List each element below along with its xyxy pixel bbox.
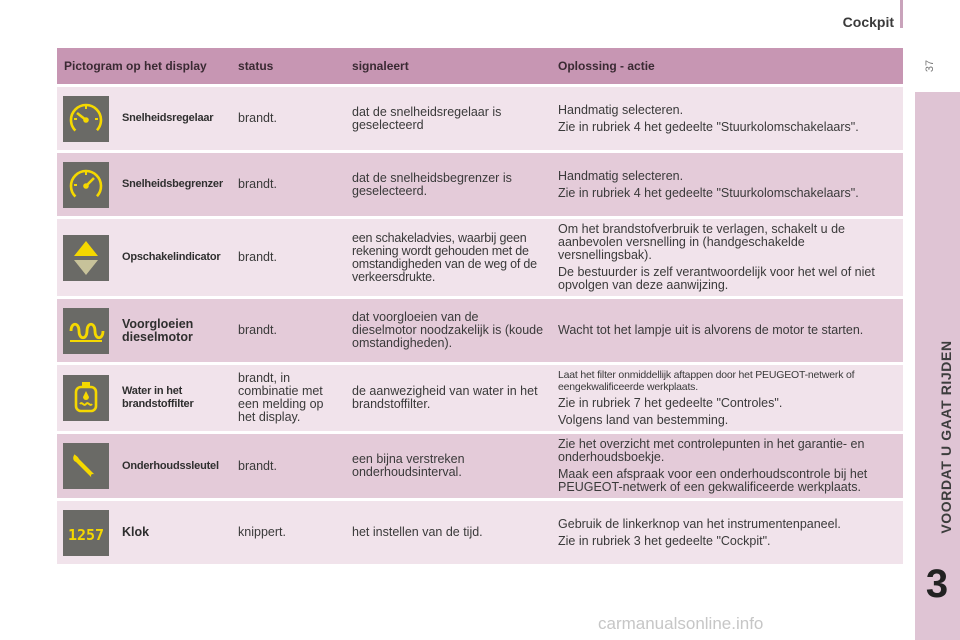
lamp-name: Water in het brandstoffilter xyxy=(115,365,231,431)
lamp-signal: dat de snelheidsbegrenzer is geselecteerd. xyxy=(345,153,551,216)
action-paragraph: Zie in rubriek 7 het gedeelte "Controles". xyxy=(558,396,783,410)
lamp-action xyxy=(551,153,903,216)
table-row xyxy=(57,434,903,498)
action-paragraph: Handmatig selecteren. xyxy=(558,168,684,183)
table-header-row xyxy=(57,48,903,84)
lamp-action xyxy=(551,365,903,431)
lamp-name: Opschakelindicator xyxy=(115,219,231,296)
action-paragraph: Zie in rubriek 4 het gedeelte "Stuurkolomschakelaars". xyxy=(558,185,859,200)
table-row xyxy=(57,299,903,362)
icon-cell xyxy=(57,365,115,431)
icon-cell xyxy=(57,434,115,498)
lamp-name: Klok xyxy=(115,501,231,564)
lamp-action xyxy=(551,434,903,498)
lamp-signal: het instellen van de tijd. xyxy=(345,501,551,564)
action-paragraph: Zie in rubriek 3 het gedeelte "Cockpit". xyxy=(558,533,771,548)
lamp-status: brandt. xyxy=(231,219,345,296)
speedometer-icon xyxy=(63,96,109,142)
header-action: Oplossing - actie xyxy=(551,48,903,84)
icon-cell xyxy=(57,87,115,150)
header-status: status xyxy=(231,48,345,84)
page-number: 37 xyxy=(924,59,936,73)
header-pictogram: Pictogram op het display xyxy=(57,48,231,84)
lamp-status: brandt. xyxy=(231,299,345,362)
icon-cell xyxy=(57,219,115,296)
lamp-name: Onderhoudssleutel xyxy=(115,434,231,498)
header-signal: signaleert xyxy=(345,48,551,84)
action-paragraph: Maak een afspraak voor een onderhoudscontrole bij het PEUGEOT-netwerk of een gekwalificeerde werkplaats. xyxy=(558,467,868,494)
clock-digits: 1257 xyxy=(67,525,105,544)
chapter-number: 3 xyxy=(925,562,949,606)
table-row xyxy=(57,365,903,431)
glow-plug-icon xyxy=(63,308,109,354)
lamp-status: brandt. xyxy=(231,434,345,498)
action-paragraph: De bestuurder is zelf verantwoordelijk voor het wel of niet opvolgen van deze aanwijzing. xyxy=(558,265,875,292)
action-paragraph: Zie in rubriek 4 het gedeelte "Stuurkolomschakelaars". xyxy=(558,119,859,134)
lamp-name: Snelheidsbegrenzer xyxy=(115,153,231,216)
icon-cell xyxy=(57,299,115,362)
lamp-signal: dat de snelheidsregelaar is geselecteerd xyxy=(345,87,551,150)
table-row xyxy=(57,501,903,564)
lamp-status: brandt. xyxy=(231,153,345,216)
wrench-icon xyxy=(63,443,109,489)
gear-shift-arrows-icon xyxy=(63,235,109,281)
action-paragraph: Wacht tot het lampje uit is alvorens de motor te starten. xyxy=(558,323,864,337)
section-label: VOORDAT U GAAT RIJDEN xyxy=(938,340,954,534)
table-row xyxy=(57,87,903,150)
table-row xyxy=(57,219,903,296)
action-paragraph: Laat het filter onmiddellijk aftappen door het PEUGEOT-netwerk of eengekwalificeerde werkplaats. xyxy=(558,369,855,393)
icon-cell xyxy=(57,501,115,564)
lamp-signal: de aanwezigheid van water in het brandstoffilter. xyxy=(345,365,551,431)
lamp-status: knippert. xyxy=(231,501,345,564)
action-paragraph: Om het brandstofverbruik te verlagen, schakelt u de aanbevolen versnelling in (handgeschakelde versnellingsbak). xyxy=(558,222,845,262)
action-paragraph: Gebruik de linkerknop van het instrumentenpaneel. xyxy=(558,516,841,531)
warning-lamps-table xyxy=(57,45,903,567)
water-in-fuel-icon xyxy=(63,375,109,421)
lamp-action xyxy=(551,219,903,296)
clock-display-icon xyxy=(63,510,109,556)
lamp-status: brandt, in combinatie met een melding op het display. xyxy=(231,365,345,431)
header-rule xyxy=(900,0,903,28)
lamp-name: Voorgloeien dieselmotor xyxy=(115,299,231,362)
header-title: Cockpit xyxy=(842,14,894,30)
lamp-signal: een schakeladvies, waarbij geen rekening wordt gehouden met de omstandigheden van de weg of de verkeersdrukte. xyxy=(345,219,551,296)
lamp-signal: dat voorgloeien van de dieselmotor noodzakelijk is (koude omstandigheden). xyxy=(345,299,551,362)
watermark: carmanualsonline.info xyxy=(598,614,764,633)
action-paragraph: Zie het overzicht met controlepunten in het garantie- en onderhoudsboekje. xyxy=(558,437,865,464)
lamp-action xyxy=(551,299,903,362)
lamp-action xyxy=(551,501,903,564)
lamp-action xyxy=(551,87,903,150)
icon-cell xyxy=(57,153,115,216)
lamp-signal: een bijna verstreken onderhoudsinterval. xyxy=(345,434,551,498)
table-row xyxy=(57,153,903,216)
lamp-name: Snelheidsregelaar xyxy=(115,87,231,150)
lamp-status: brandt. xyxy=(231,87,345,150)
action-paragraph: Handmatig selecteren. xyxy=(558,102,684,117)
action-paragraph: Volgens land van bestemming. xyxy=(558,413,729,427)
speed-limiter-icon xyxy=(63,162,109,208)
